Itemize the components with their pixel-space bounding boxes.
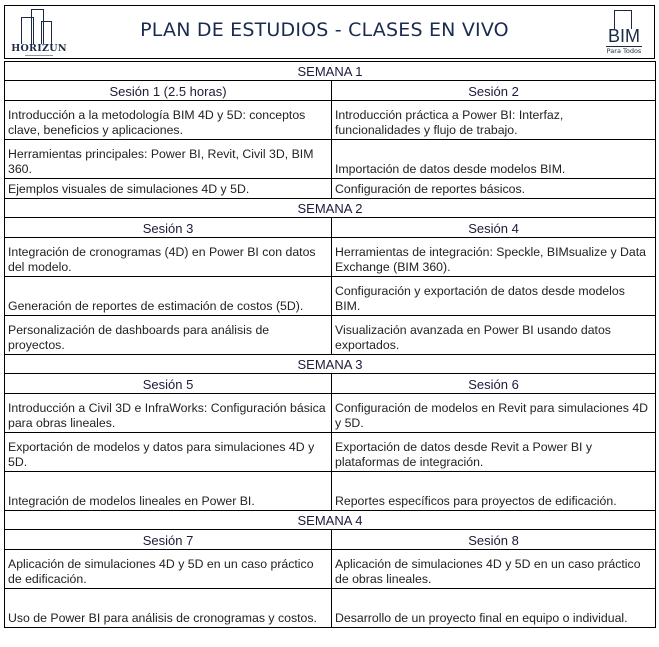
topic-cell: Integración de modelos lineales en Power BI. [5,472,332,511]
session-header: Sesión 8 [332,530,656,550]
session-header-row [5,81,656,101]
topic-cell: Exportación de datos desde Revit a Power BI y plataformas de integración. [332,433,656,472]
topic-row [5,101,656,140]
topic-cell: Ejemplos visuales de simulaciones 4D y 5D. [5,179,332,199]
topic-cell: Herramientas de integración: Speckle, BIMsualize y Data Exchange (BIM 360). [332,238,656,277]
week-label: SEMANA 3 [5,355,656,374]
topic-row [5,316,656,355]
topic-cell: Reportes específicos para proyectos de edificación. [332,472,656,511]
bim-logo [600,8,648,58]
week-row [5,62,656,81]
session-header: Sesión 3 [5,218,332,238]
topic-cell: Introducción a la metodología BIM 4D y 5D: conceptos clave, beneficios y aplicaciones. [5,101,332,140]
week-label: SEMANA 2 [5,199,656,218]
topic-cell: Configuración y exportación de datos desde modelos BIM. [332,277,656,316]
topic-cell: Uso de Power BI para análisis de cronogramas y costos. [5,589,332,628]
topic-cell: Configuración de reportes básicos. [332,179,656,199]
horizun-logo-text: HORIZUN [11,43,67,54]
topic-row [5,179,656,199]
topic-cell: Exportación de modelos y datos para simulaciones 4D y 5D. [5,433,332,472]
header [4,5,655,59]
topic-row [5,433,656,472]
page-title: PLAN DE ESTUDIOS - CLASES EN VIVO [140,19,509,41]
week-label: SEMANA 1 [5,62,656,81]
topic-cell: Visualización avanzada en Power BI usando datos exportados. [332,316,656,355]
topic-cell: Integración de cronogramas (4D) en Power BI con datos del modelo. [5,238,332,277]
session-header: Sesión 5 [5,374,332,394]
horizun-logo [11,8,67,58]
topic-cell: Introducción a Civil 3D e InfraWorks: Configuración básica para obras lineales. [5,394,332,433]
topic-row [5,140,656,179]
topic-cell: Generación de reportes de estimación de costos (5D). [5,277,332,316]
topic-row [5,238,656,277]
topic-row [5,472,656,511]
session-header: Sesión 1 (2.5 horas) [5,81,332,101]
session-header: Sesión 7 [5,530,332,550]
topic-cell: Personalización de dashboards para análisis de proyectos. [5,316,332,355]
session-header-row [5,530,656,550]
session-header-row [5,218,656,238]
topic-cell: Introducción práctica a Power BI: Interfaz, funcionalidades y flujo de trabajo. [332,101,656,140]
session-header: Sesión 2 [332,81,656,101]
topic-cell: Aplicación de simulaciones 4D y 5D en un caso práctico de edificación. [5,550,332,589]
topic-row [5,394,656,433]
topic-cell: Herramientas principales: Power BI, Revit, Civil 3D, BIM 360. [5,140,332,179]
topic-row [5,550,656,589]
topic-cell: Importación de datos desde modelos BIM. [332,140,656,179]
session-header-row [5,374,656,394]
session-header: Sesión 6 [332,374,656,394]
topic-cell: Configuración de modelos en Revit para simulaciones 4D y 5D. [332,394,656,433]
topic-row [5,277,656,316]
week-row [5,355,656,374]
week-row [5,511,656,530]
schedule-table [4,61,656,628]
bim-logo-text: BIM [607,26,640,46]
topic-cell: Desarrollo de un proyecto final en equipo o individual. [332,589,656,628]
week-label: SEMANA 4 [5,511,656,530]
session-header: Sesión 4 [332,218,656,238]
topic-cell: Aplicación de simulaciones 4D y 5D en un caso práctico de obras lineales. [332,550,656,589]
bim-logo-subtitle: Para Todos [606,47,642,55]
topic-row [5,589,656,628]
building-icon [41,21,52,44]
logo-underline [25,55,53,58]
week-row [5,199,656,218]
